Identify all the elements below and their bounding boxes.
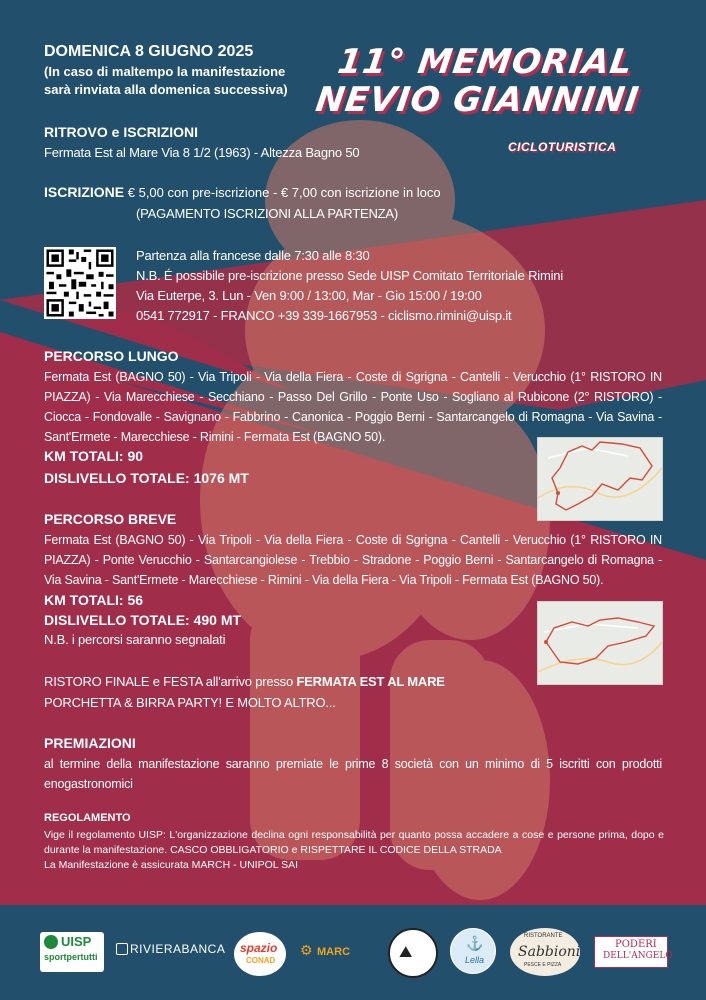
conad-logo-text: CONAD — [246, 956, 276, 965]
regolamento-insurance: La Manifestazione è assicurata MARCH - UNIPOL SAI — [44, 859, 299, 871]
payment-note: (PAGAMENTO ISCRIZIONI ALLA PARTENZA) — [136, 206, 399, 221]
bicycle-icon: ⚙ — [300, 942, 313, 958]
event-subtitle: CICLOTURISTICA — [508, 140, 617, 154]
iscrizione-line — [44, 184, 441, 200]
marc-logo-text: MARC — [317, 946, 351, 958]
percorso-lungo-dislivello: DISLIVELLO TOTALE: 1076 MT — [44, 470, 249, 486]
sabbioni-logo-top: RISTORANTE — [524, 933, 563, 939]
info-contacts: 0541 772917 - FRANCO +39 339-1667953 - ciclismo.rimini@uisp.it — [136, 308, 512, 323]
percorso-lungo-heading: PERCORSO LUNGO — [44, 348, 179, 364]
rivierabanca-emblem-icon — [116, 943, 128, 955]
percorsi-segnalati-note: N.B. i percorsi saranno segnalati — [44, 632, 226, 647]
mountain-icon: ⛰ — [399, 944, 413, 961]
weather-note-line2: sarà rinviata alla domenica successiva) — [44, 82, 288, 97]
event-date: DOMENICA 8 GIUGNO 2025 — [44, 43, 254, 60]
logo-uisp[interactable] — [40, 932, 104, 972]
ristoro-line2: PORCHETTA & BIRRA PARTY! E MOLTO ALTRO... — [44, 695, 336, 710]
map-percorso-lungo — [537, 437, 663, 521]
map-percorso-breve — [537, 601, 663, 685]
logo-marc[interactable] — [300, 942, 350, 960]
title-line2: NEVIO GIANNINI — [313, 80, 642, 120]
logo-poderi-dell-angelo[interactable] — [594, 936, 673, 968]
info-preiscrizione: N.B. É possibile pre-iscrizione presso Sede UISP Comitato Territoriale Rimini — [136, 268, 564, 283]
info-address-hours: Via Euterpe, 3. Lun - Ven 9:00 / 13:00, Mar - Gio 15:00 / 19:00 — [136, 288, 482, 303]
logo-ristorante-sabbioni[interactable] — [510, 928, 580, 976]
spazio-logo-text: spazio — [240, 941, 278, 955]
logo-cycling-club-badge[interactable] — [388, 928, 438, 978]
ristoro-location: FERMATA EST AL MARE — [296, 674, 445, 689]
weather-note-line1: (In caso di maltempo la manifestazione — [44, 64, 286, 79]
qr-code[interactable] — [44, 247, 116, 319]
boat-icon: ⚓ — [466, 935, 484, 951]
logo-lella[interactable] — [450, 928, 496, 974]
percorso-breve-dislivello: DISLIVELLO TOTALE: 490 MT — [44, 612, 242, 628]
rivierabanca-logo-text: RIVIERABANCA — [130, 942, 226, 956]
percorso-breve-km: KM TOTALI: 56 — [44, 592, 144, 608]
premiazioni-heading: PREMIAZIONI — [44, 735, 136, 751]
percorso-breve-heading: PERCORSO BREVE — [44, 511, 177, 527]
percorso-lungo-route: Fermata Est (BAGNO 50) - Via Tripoli - Via della Fiera - Coste di Sgrigna - Cantelli - Verucchio (1° RISTORO IN PIAZZA) - Via Marecchiese - Secchiano - Passo Del Grillo - Ponte Uso - Sogliano al Rubicone (2° RISTORO) - Ciocca - Fondovalle - Savignano - Fabbrino - Canonica - Poggio Berni - Santarcangelo di Romagna - Via Savina - Sant'Ermete - Marecchiese - Rimini - Fermata Est (BAGNO 50). — [44, 370, 662, 444]
iscrizione-label: ISCRIZIONE — [44, 184, 125, 200]
logo-spazio-conad[interactable] — [234, 932, 286, 976]
ritrovo-heading: RITROVO e ISCRIZIONI — [44, 124, 199, 140]
sabbioni-logo-bottom: PESCE E PIZZA — [524, 962, 562, 968]
uisp-emblem-icon — [44, 935, 58, 949]
premiazioni-text: al termine della manifestazione saranno premiate le prime 8 società con un minimo di 5 iscritti con prodotti enogastronomici — [44, 757, 662, 791]
title-line1: 11° MEMORIAL — [335, 42, 636, 82]
info-partenza: Partenza alla francese dalle 7:30 alle 8:30 — [136, 248, 370, 263]
percorso-lungo-km: KM TOTALI: 90 — [44, 448, 144, 464]
uisp-logo-subtext: sportpertutti — [44, 952, 98, 962]
lella-logo-text: Lella — [465, 955, 485, 965]
sponsor-logos — [0, 920, 706, 990]
uisp-logo-text: UISP — [61, 934, 92, 949]
sabbioni-logo-text: Sabbioni — [518, 944, 581, 960]
regolamento-heading: REGOLAMENTO — [44, 812, 131, 824]
ristoro-text: RISTORO FINALE e FESTA all'arrivo presso — [44, 674, 297, 689]
regolamento-text: Vige il regolamento UISP: L'organizzazione declina ogni responsabilità per quanto possa accadere a cose e persone prima, dopo e durante la manifestazione. CASCO OBBLIGATORIO e RISPETTARE IL CODICE DELLA STRADA — [44, 829, 664, 856]
ritrovo-text: Fermata Est al Mare Via 8 1/2 (1963) - Altezza Bagno 50 — [44, 145, 360, 160]
iscrizione-prices: € 5,00 con pre-iscrizione - € 7,00 con iscrizione in loco — [127, 185, 441, 200]
logo-rivierabanca[interactable] — [116, 940, 225, 958]
poderi-logo-text: PODERI — [615, 939, 657, 950]
poderi-logo-subtext: DELL'ANGELO — [603, 951, 673, 961]
ristoro-line1 — [44, 674, 445, 689]
percorso-breve-route: Fermata Est (BAGNO 50) - Via Tripoli - Via della Fiera - Coste di Sgrigna - Cantelli - Verucchio (1° RISTORO IN PIAZZA) - Ponte Verucchio - Santarcangiolese - Trebbio - Stradone - Poggio Berni - Santarcangelo di Romagna - Via Savina - Sant'Ermete - Marecchiese - Rimini - Via della Fiera - Via Tripoli - Fermata Est (BAGNO 50). — [44, 533, 662, 587]
